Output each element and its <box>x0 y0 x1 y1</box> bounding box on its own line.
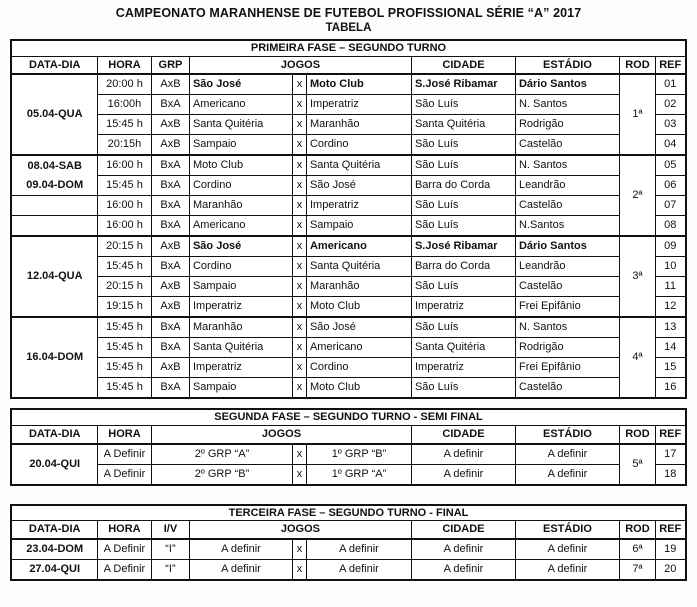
match-ref: 15 <box>655 358 685 378</box>
match-grp: BxA <box>151 378 189 399</box>
match-grp: AxB <box>151 358 189 378</box>
match-estadio: Castelão <box>515 277 619 297</box>
match-away: Moto Club <box>306 74 411 95</box>
match-estadio: Dário Santos <box>515 74 619 95</box>
match-x: x <box>292 358 306 378</box>
match-x: x <box>292 277 306 297</box>
phase3-header-rod: ROD <box>619 521 655 539</box>
match-grp: AxB <box>151 236 189 257</box>
phase3-header-row <box>11 521 685 539</box>
match-rod: 7ª <box>619 559 655 580</box>
match-estadio: Frei Epifânio <box>515 297 619 318</box>
phase2-rod: 5ª <box>619 444 655 485</box>
table-row <box>11 257 685 277</box>
phase3-banner: TERCEIRA FASE – SEGUNDO TURNO - FINAL <box>11 505 685 521</box>
match-home: Sampaio <box>189 277 292 297</box>
match-hora: 16:00h <box>97 95 151 115</box>
phase2-header-cidade: CIDADE <box>411 425 515 443</box>
match-home: Santa Quitéria <box>189 115 292 135</box>
match-home: Americano <box>189 95 292 115</box>
match-ref: 08 <box>655 216 685 237</box>
match-away: Moto Club <box>306 297 411 318</box>
phase2-banner-row <box>11 409 685 425</box>
phase3-header-iv: I/V <box>151 521 189 539</box>
match-cidade: S.José Ribamar <box>411 74 515 95</box>
match-away: Cordino <box>306 135 411 156</box>
match-estadio: Castelão <box>515 196 619 216</box>
phase1-block-date: 05.04-QUA <box>11 74 97 155</box>
match-away: Maranhão <box>306 115 411 135</box>
match-away: Maranhão <box>306 277 411 297</box>
table-row <box>11 317 685 338</box>
match-ref: 07 <box>655 196 685 216</box>
phase1-header-ref: REF <box>655 56 685 74</box>
match-x: x <box>292 559 306 580</box>
match-estadio: Rodrigão <box>515 115 619 135</box>
match-hora: 19:15 h <box>97 297 151 318</box>
phase1-block-date: 08.04-SAB <box>11 155 97 176</box>
match-estadio: Frei Epifânio <box>515 358 619 378</box>
match-cidade: A definir <box>411 464 515 485</box>
phase3-header-hora: HORA <box>97 521 151 539</box>
match-estadio: Dário Santos <box>515 236 619 257</box>
table-row <box>11 216 685 237</box>
match-ref: 09 <box>655 236 685 257</box>
match-home: Maranhão <box>189 317 292 338</box>
table-row <box>11 135 685 156</box>
page-subtitle: TABELA <box>325 22 372 34</box>
match-grp: BxA <box>151 176 189 196</box>
match-estadio: A definir <box>515 444 619 465</box>
phase2-header-data-dia: DATA-DIA <box>11 425 97 443</box>
match-ref: 01 <box>655 74 685 95</box>
match-away: Imperatriz <box>306 95 411 115</box>
match-grp: BxA <box>151 155 189 176</box>
match-cidade: S.José Ribamar <box>411 236 515 257</box>
phase2-header-row <box>11 425 685 443</box>
phase2-header-hora: HORA <box>97 425 151 443</box>
match-x: x <box>292 464 306 485</box>
match-ref: 20 <box>655 559 685 580</box>
match-hora: 15:45 h <box>97 338 151 358</box>
match-estadio: N. Santos <box>515 317 619 338</box>
match-away: Americano <box>306 236 411 257</box>
match-grp: AxB <box>151 297 189 318</box>
match-estadio: A definir <box>515 559 619 580</box>
phase3-banner-row <box>11 505 685 521</box>
match-hora: 15:45 h <box>97 358 151 378</box>
table-row <box>11 74 685 95</box>
match-away: São José <box>306 317 411 338</box>
match-cidade: São Luís <box>411 135 515 156</box>
match-ref: 14 <box>655 338 685 358</box>
phase2-table <box>10 408 686 485</box>
phase1-block-date: 12.04-QUA <box>11 236 97 317</box>
match-x: x <box>292 236 306 257</box>
match-hora: A Definir <box>97 464 151 485</box>
match-hora: 15:45 h <box>97 378 151 399</box>
phase1-section <box>0 39 697 399</box>
phase1-block-rod: 4ª <box>619 317 655 398</box>
match-ref: 13 <box>655 317 685 338</box>
match-hora: 20:15 h <box>97 277 151 297</box>
phase1-table <box>10 39 686 399</box>
table-row <box>11 277 685 297</box>
match-home: 2º GRP “A” <box>151 444 292 465</box>
match-x: x <box>292 95 306 115</box>
match-hora: 15:45 h <box>97 317 151 338</box>
match-cidade: São Luís <box>411 95 515 115</box>
phase1-header-hora: HORA <box>97 56 151 74</box>
match-x: x <box>292 444 306 465</box>
match-home: Cordino <box>189 176 292 196</box>
match-estadio: N. Santos <box>515 155 619 176</box>
match-home: Maranhão <box>189 196 292 216</box>
match-x: x <box>292 216 306 237</box>
match-ref: 05 <box>655 155 685 176</box>
match-cidade: São Luís <box>411 277 515 297</box>
match-away: A definir <box>306 539 411 560</box>
match-cidade: São Luís <box>411 317 515 338</box>
match-away: 1º GRP “A” <box>306 464 411 485</box>
match-hora: A Definir <box>97 444 151 465</box>
match-home: 2º GRP “B” <box>151 464 292 485</box>
match-hora: 16:00 h <box>97 216 151 237</box>
match-estadio: Leandrão <box>515 257 619 277</box>
phase1-banner-row <box>11 40 685 56</box>
section-gap <box>0 399 697 408</box>
match-away: A definir <box>306 559 411 580</box>
match-estadio: Leandrão <box>515 176 619 196</box>
table-row <box>11 95 685 115</box>
table-row <box>11 155 685 176</box>
table-row <box>11 196 685 216</box>
match-cidade: Barra do Corda <box>411 176 515 196</box>
match-estadio: N. Santos <box>515 95 619 115</box>
match-hora: 20:15h <box>97 135 151 156</box>
match-ref: 02 <box>655 95 685 115</box>
match-cidade: A definir <box>411 559 515 580</box>
match-cidade: Imperatriz <box>411 358 515 378</box>
table-row <box>11 464 685 485</box>
table-row <box>11 539 685 560</box>
match-home: Sampaio <box>189 378 292 399</box>
match-ref: 17 <box>655 444 685 465</box>
phase1-banner: PRIMEIRA FASE – SEGUNDO TURNO <box>11 40 685 56</box>
match-cidade: A definir <box>411 539 515 560</box>
match-home: São José <box>189 74 292 95</box>
match-ref: 16 <box>655 378 685 399</box>
match-rod: 6ª <box>619 539 655 560</box>
match-estadio: A definir <box>515 464 619 485</box>
phase3-header-ref: REF <box>655 521 685 539</box>
match-home: A definir <box>189 559 292 580</box>
match-away: Santa Quitéria <box>306 257 411 277</box>
phase3-header-estadio: ESTÁDIO <box>515 521 619 539</box>
match-home: Moto Club <box>189 155 292 176</box>
match-away: Americano <box>306 338 411 358</box>
match-ref: 04 <box>655 135 685 156</box>
match-ref: 10 <box>655 257 685 277</box>
match-estadio: A definir <box>515 539 619 560</box>
match-home: São José <box>189 236 292 257</box>
match-estadio: Rodrigão <box>515 338 619 358</box>
phase1-header-grp: GRP <box>151 56 189 74</box>
table-row <box>11 176 685 196</box>
phase2-header-jogos: JOGOS <box>151 425 411 443</box>
table-row <box>11 559 685 580</box>
phase3-table <box>10 504 686 581</box>
match-away: Imperatriz <box>306 196 411 216</box>
match-grp: BxA <box>151 95 189 115</box>
match-away: São José <box>306 176 411 196</box>
match-estadio: N.Santos <box>515 216 619 237</box>
match-x: x <box>292 297 306 318</box>
match-home: Imperatriz <box>189 297 292 318</box>
table-row <box>11 115 685 135</box>
match-grp: AxB <box>151 115 189 135</box>
match-grp: BxA <box>151 216 189 237</box>
table-row <box>11 297 685 318</box>
match-home: Imperatriz <box>189 358 292 378</box>
phase3-header-data-dia: DATA-DIA <box>11 521 97 539</box>
match-home: A definir <box>189 539 292 560</box>
match-x: x <box>292 378 306 399</box>
phase1-header-jogos: JOGOS <box>189 56 411 74</box>
match-hora: 20:00 h <box>97 74 151 95</box>
match-away: Moto Club <box>306 378 411 399</box>
match-away: Santa Quitéria <box>306 155 411 176</box>
match-home: Santa Quitéria <box>189 338 292 358</box>
match-cidade: Santa Quitéria <box>411 338 515 358</box>
match-hora: 15:45 h <box>97 176 151 196</box>
phase1-block-rod: 1ª <box>619 74 655 155</box>
match-cidade: São Luís <box>411 196 515 216</box>
phase2-banner: SEGUNDA FASE – SEGUNDO TURNO - SEMI FINAL <box>11 409 685 425</box>
match-ref: 06 <box>655 176 685 196</box>
match-grp: AxB <box>151 135 189 156</box>
table-row <box>11 236 685 257</box>
match-home: Cordino <box>189 257 292 277</box>
match-ref: 18 <box>655 464 685 485</box>
match-x: x <box>292 317 306 338</box>
match-ref: 03 <box>655 115 685 135</box>
match-ref: 11 <box>655 277 685 297</box>
phase1-header-data-dia: DATA-DIA <box>11 56 97 74</box>
match-x: x <box>292 539 306 560</box>
match-x: x <box>292 338 306 358</box>
match-away: 1º GRP “B” <box>306 444 411 465</box>
table-row <box>11 444 685 465</box>
match-cidade: Santa Quitéria <box>411 115 515 135</box>
phase3-header-jogos: JOGOS <box>189 521 411 539</box>
match-cidade: São Luís <box>411 216 515 237</box>
match-away: Cordino <box>306 358 411 378</box>
match-grp: BxA <box>151 338 189 358</box>
page-title: CAMPEONATO MARANHENSE DE FUTEBOL PROFISSIONAL SÉRIE “A” 2017 <box>115 6 582 20</box>
match-grp: BxA <box>151 257 189 277</box>
match-cidade: Barra do Corda <box>411 257 515 277</box>
match-data: 23.04-DOM <box>11 539 97 560</box>
phase1-header-cidade: CIDADE <box>411 56 515 74</box>
match-x: x <box>292 135 306 156</box>
phase2-header-ref: REF <box>655 425 685 443</box>
match-grp: BxA <box>151 196 189 216</box>
match-cidade: São Luís <box>411 155 515 176</box>
match-estadio: Castelão <box>515 135 619 156</box>
match-hora: A Definir <box>97 539 151 560</box>
phase1-block-rod: 3ª <box>619 236 655 317</box>
match-x: x <box>292 115 306 135</box>
phase1-header-row <box>11 56 685 74</box>
match-grp: AxB <box>151 277 189 297</box>
phase1-block-date: 16.04-DOM <box>11 317 97 398</box>
match-iv: “I” <box>151 539 189 560</box>
match-grp: BxA <box>151 317 189 338</box>
match-hora: 16:00 h <box>97 155 151 176</box>
phase1-header-estadio: ESTÁDIO <box>515 56 619 74</box>
table-row <box>11 378 685 399</box>
match-hora: 20:15 h <box>97 236 151 257</box>
match-x: x <box>292 74 306 95</box>
match-x: x <box>292 176 306 196</box>
match-grp: AxB <box>151 74 189 95</box>
table-row <box>11 358 685 378</box>
phase3-header-cidade: CIDADE <box>411 521 515 539</box>
match-hora: 15:45 h <box>97 257 151 277</box>
phase1-block-date-2: 09.04-DOM <box>11 176 97 196</box>
phase1-block-rod: 2ª <box>619 155 655 236</box>
match-ref: 12 <box>655 297 685 318</box>
match-x: x <box>292 155 306 176</box>
match-hora: 15:45 h <box>97 115 151 135</box>
phase2-header-estadio: ESTÁDIO <box>515 425 619 443</box>
match-cidade: São Luís <box>411 378 515 399</box>
match-estadio: Castelão <box>515 378 619 399</box>
match-x: x <box>292 257 306 277</box>
section-gap-2 <box>0 486 697 504</box>
phase2-date: 20.04-QUI <box>11 444 97 485</box>
phase2-header-rod: ROD <box>619 425 655 443</box>
phase1-header-rod: ROD <box>619 56 655 74</box>
match-hora: 16:00 h <box>97 196 151 216</box>
match-ref: 19 <box>655 539 685 560</box>
match-iv: “I” <box>151 559 189 580</box>
match-away: Sampaio <box>306 216 411 237</box>
match-hora: A Definir <box>97 559 151 580</box>
match-x: x <box>292 196 306 216</box>
match-home: Sampaio <box>189 135 292 156</box>
match-home: Americano <box>189 216 292 237</box>
match-cidade: Imperatriz <box>411 297 515 318</box>
document-page <box>0 6 697 607</box>
match-data: 27.04-QUI <box>11 559 97 580</box>
match-cidade: A definir <box>411 444 515 465</box>
table-row <box>11 338 685 358</box>
